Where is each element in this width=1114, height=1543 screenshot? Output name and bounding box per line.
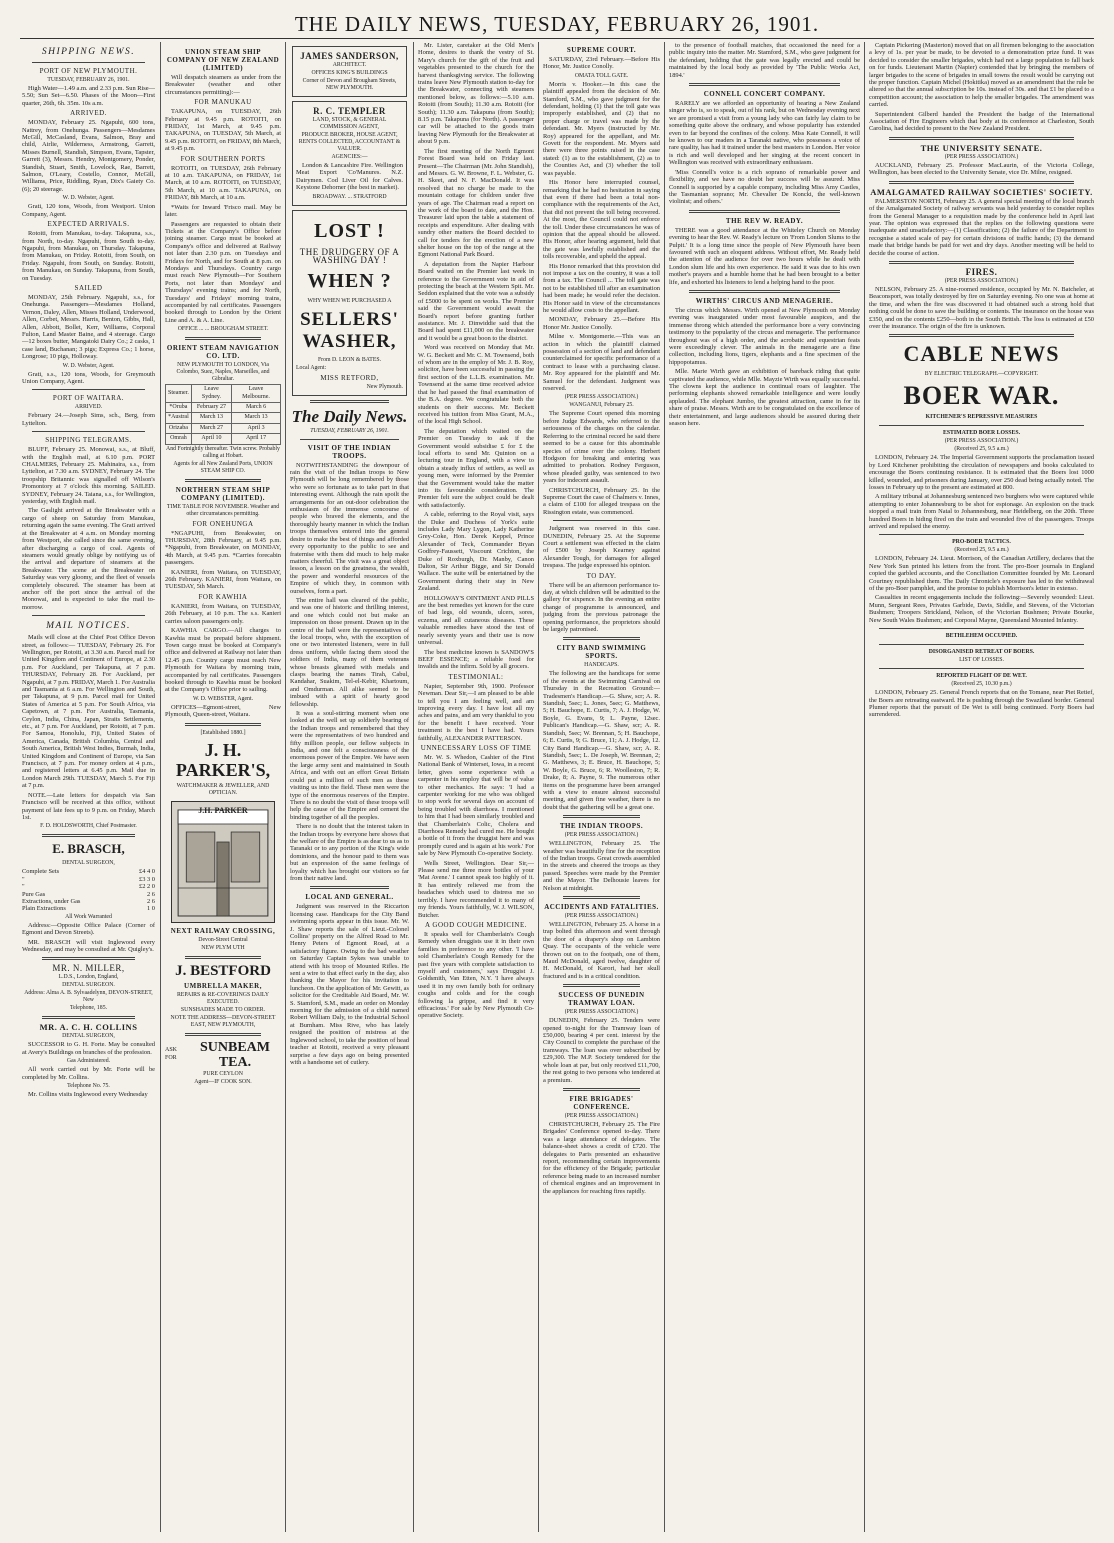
column-rule — [413, 42, 414, 1532]
column-rule — [285, 42, 286, 1532]
dewet-heading: REPORTED FLIGHT OF DE WET. — [936, 673, 1027, 680]
senate-sub: (PER PRESS ASSOCIATION.) — [944, 153, 1019, 160]
visit-heading: VISIT OF THE INDIAN TROOPS. — [307, 443, 392, 460]
onehunga-heading: FOR ONEHUNGA — [192, 519, 254, 528]
column-rule — [538, 42, 539, 1532]
orient-table-cell: Orizaba — [166, 423, 192, 433]
miller-name: MR. N. MILLER, — [52, 963, 125, 974]
collins-name: MR. A. C. H. COLLINS — [39, 1022, 138, 1033]
visit-paragraph-4: There is no doubt that the interest taken in the Indian troops by everyone here shows that the welfare of the Empire is as dear to us as to Taranaki or to any portion of the King's wide dominions, and the honour paid to them was but an expression of the same feelings of loyalty which has brought our visitors so far from their native land. — [290, 823, 409, 882]
disorganised-heading: DISORGANISED RETREAT OF BOERS. — [928, 649, 1035, 656]
sanderson-office: OFFICES KING'S BUILDINGS — [311, 70, 388, 76]
judgment-text: Judgment was reserved in this case. DUNEDIN, February 25. At the Supreme Court a settlement was effected in the claim of £500 by Joseph Kearney against Alexander Tough, for damages for alleged trespass. The judge expressed his opinion. — [543, 525, 660, 570]
miller-address: Address: Alma A. B. Sylvaadelynn, DEVON-STREET, New — [24, 990, 153, 1004]
monday-heading: MONDAY, February 25.—Before His Honor Mr. Justice Conolly. — [543, 316, 660, 331]
miller-title: DENTAL SURGEON. — [62, 982, 115, 989]
unnecessary-text: Mr. W. S. Whedon, Cashier of the First National Bank of Winterset, Iowa, in a recent letter, gives some experience with a carpenter in his employ that will be of value to other mechanics. He says: 'I had a carpenter working for me who was obliged to stop work for several days on account of being troubled with diarrhoea. I mentioned to him that I had been similarly troubled and that Chamberlain's Colic, Cholera and Diarrhoea Remedy had cured me. He bought a bottle of it from the druggist here and was promptly cured and is again at his work.' For sale by New Plymouth Co-operative Society. — [418, 753, 534, 858]
collins-work: All work carried out by Mr. Forte will be completed by Mr. Collins. — [22, 1066, 155, 1081]
railway-heading: AMALGAMATED RAILWAY SOCIETIES' SOCIETY. — [870, 186, 1093, 197]
brasch-price-row — [22, 891, 155, 898]
parker-shopfront-illustration — [171, 801, 275, 923]
wanganui-label: (PER PRESS ASSOCIATION.) — [564, 394, 639, 401]
brasch-price-value: 2 6 — [147, 897, 155, 905]
sunbeam-agent: Agent—IF COOK SON. — [194, 1078, 252, 1085]
orient-table — [165, 384, 281, 444]
dewet-text: LONDON, February 25. General French reports that on the Tomane, near Piet Retief, the Boers are retreating eastward. He is pushing through the Swaziland border. General Plumer reports that the pursuit of De Wet is still being continued. Forty Boers had surrendered. — [869, 689, 1094, 719]
brasch-price-value: £2 2 0 — [139, 883, 155, 891]
column-rule — [864, 42, 865, 1532]
court-heading: SUPREME COURT. — [566, 46, 637, 54]
dunedin-text: DUNEDIN, February 25. Tenders were opened to-night for the Tramway loan of £50,000, bearing 4 per cent. interest by the City Council to complete the purchase of the tramways. The loan was over subscribed by £29,300. The M.P. Society tendered for the whole loan at par, but only received £11,700, the rest going to two persons who tendered at a premium. — [543, 1017, 660, 1084]
templer-location: BROADWAY. ... STRATFORD — [312, 193, 387, 200]
orient-table-cell: *Austral — [166, 413, 192, 423]
band-heading: CITY BAND SWIMMING SPORTS. — [556, 644, 647, 661]
orient-table-cell: April 17 — [232, 434, 281, 444]
northern-heading: NORTHERN STEAM SHIP COMPANY (LIMITED). — [175, 485, 271, 502]
parker-next: NEXT RAILWAY CROSSING, — [170, 926, 276, 935]
holloway-text: HOLLOWAY'S OINTMENT AND PILLS are the best remedies yet known for the cure of bad legs, old wounds, ulcers, sores, eczema, and all cutaneous diseases. These valuable remedies have stood the test of nearly seventy years and their use is now universal. — [418, 594, 534, 647]
sellers-city: New Plymouth. — [366, 383, 403, 390]
column-steamers — [165, 42, 281, 1532]
parker-city: NEW PLYM UTH — [201, 944, 245, 951]
templer-name: R. C. TEMPLER — [313, 106, 386, 116]
port-heading: PORT OF NEW PLYMOUTH. — [39, 67, 138, 75]
fire-sub: (PER PRESS ASSOCIATION.) — [564, 1112, 639, 1119]
onehunga-text: *NGAPUHI, from Breakwater, on THURSDAY, 28th February, at 9.45 p.m. *Ngapuhi, from Breakwater, on MONDAY, 4th March, at 9.45 p.m. *Carries forecabin passengers. — [165, 529, 281, 567]
ready-text: THERE was a good attendance at the Whiteley Church on Monday evening to hear the Rev. W. Ready's lecture on 'From London Slums to the Pulpit.' It is a long time since the people of New Plymouth have been favoured with such an eloquent address. Without effort, Mr. Ready held the attention of the audience for over two hours while he dealt with London slum life and his own experience. He said it was due to his own mother's prayers and a humble home that he had been brought to a better life, and exhorted his listeners to lend a helping hand to the poor. — [669, 226, 860, 286]
brasch-price-label: Pure Gas — [22, 890, 46, 898]
band-sub: HANDICAPS. — [584, 662, 619, 669]
word-text: Word was received on Monday that Mr. W. G. Beckett and Mr. C. M. Townsend, both of whom are in the employ of Mr. J. B. Roy, solicitor, have been successful in passing the first section of the L.L.B. examination. Mr. Townsend at the same time received advice that he had passed the final examination of the B.A. degree. We congratulate both the students on their success. Mr. Beckett received his tuition from Miss Grant, M.A., of the local High School. — [418, 344, 534, 426]
brasch-address: Address:—Opposite Office Palace (Corner of Egmont and Devon Streets). — [22, 921, 155, 937]
daily-news-title: The Daily News. — [291, 406, 408, 426]
military-text: A military tribunal at Johannesburg sentenced two burghers who were captured while attempting to enter Johannesburg to be shot for espionage. An explosion on the track stopped a mail train from Natal to Johannesburg, near Heidelberg, on the 20th. Three hundred Boers in hiding fired on the train and wounded five of the passengers. Troops arrived and repulsed the enemy. — [869, 493, 1094, 531]
parker-title: WATCHMAKER & JEWELLER, AND OPTICIAN. — [176, 782, 270, 796]
casualties-text: Casualties in recent engagements include the following:—Severely wounded: Lieut. Munn, Sergeant Rees, Privates Garbide, Davis, Siddle, and Stevens, of the Victorian Bushmen; Troopers Strickland, Nelson, of the Victorian Bushmen; Private Bourke, New South Wales Bushmen; and Corporal Mayne, Queensland Mounted Infantry. — [869, 594, 1094, 624]
kawhia-text: KANIERI, from Waitara, on TUESDAY, 26th February, at 10 p.m. The s.s. Kanieri carries saloon passengers only. — [165, 602, 281, 625]
lister-text: Mr. Lister, caretaker at the Old Men's Home, desires to thank the vestry of St. Mary's church for the gift of the fruit and vegetables presented to the church for the harvest thanksgiving service. The following trains leave New Plymouth station to-day for the Breakwater, connecting with steamers mentioned below, as follows:—5.10 a.m. Rotoiti (from South); 11.30 a.m. Rotoiti (for South); 11.30 a.m. Takapuna (from South); 8.15 p.m. Takapuna (for North). A passenger car will be attached to the goods train leaving New Plymouth for the Breakwater at about 9 p.m. — [418, 42, 534, 146]
southern-text: ROTOITI, on TUESDAY, 26th February at 10 a.m. TAKAPUNA, on FRIDAY, 1st March, at 10 a.m. ROTOITI, on TUESDAY, 5th March, at 10 a.m. TAKAPUNA, on FRIDAY, 8th March, at 10 a.m. — [165, 164, 281, 202]
parker-address: Devon-Street Central — [198, 936, 248, 943]
templer-agencies: AGENCIES:— — [331, 154, 368, 160]
bestford-sunshades: SUNSHADES MADE TO ORDER. — [180, 1006, 266, 1013]
bestford-address: NOTE THE ADDRESS—DEVON-STREET EAST, NEW PLYMOUTH, — [170, 1014, 276, 1028]
orient-table-cell: March 27 — [191, 423, 231, 433]
monday-text: Milne v. Montgomerie.—This was an action in which the plaintiff claimed possession of a section of land and defendant counterclaimed for specific performance of a contract to lease with a purchasing clause. Mr. Roy appeared for the plaintiff and Mr. Samuel for the defendant. Judgment was reserved. — [543, 333, 660, 393]
boer-war-heading: BOER WAR. — [903, 381, 1060, 411]
brasch-price-row — [22, 876, 155, 883]
kawhia-heading: FOR KAWHIA — [198, 592, 248, 601]
visit-paragraph-3: It was a soul-stirring moment when one looked at the well set up soldierly bearing of the Indian troops and remembered that they were the representatives of two hundred and fifty million people, our fellow subjects in India, and one felt a consciousness of the enormous power of the Empire. We have seen the large army sent and maintained in South Africa, and with out an effort Great Britain could put a million of such men as these visiting us into the field. These men were the type of the enormous reserves of the Empire. There is no doubt the visit of these troops will help the cause of the Empire and cement the binding together of all the peoples. — [290, 710, 409, 821]
cable-news-sub: BY ELECTRIC TELEGRAPH.—COPYRIGHT. — [924, 371, 1039, 378]
sellers-from: From D. LEON & BATES. — [317, 356, 382, 363]
list-heading: LIST OF LOSSES. — [959, 657, 1004, 664]
losses-label: (PER PRESS ASSOCIATION.) — [944, 438, 1019, 445]
orient-table-cell: *Oruba — [166, 403, 192, 413]
miller-qual: L.D.S., London, England, — [58, 974, 119, 981]
brasch-price-label: " — [22, 875, 25, 883]
orient-heading: ORIENT STEAM NAVIGATION CO. LTD. — [166, 344, 280, 361]
sanderson-address: Corner of Devon and Brougham Streets, NEW PLYMOUTH. — [302, 78, 397, 91]
brasch-title: DENTAL SURGEON, — [62, 860, 115, 867]
indian-heading: THE INDIAN TROOPS. — [559, 822, 644, 831]
orient-table-row — [166, 423, 281, 433]
senate-text: AUCKLAND, February 25. Professor MacLaurin, of the Victoria College, Wellington, has been elected to the University Senate, vice Dr. Milne, resigned. — [869, 161, 1094, 177]
kawhia-cargo: KAWHIA CARGO.—All charges to Kawhia must be prepaid before shipment. Town cargo must be booked at Company's office and delivered at Railway not later than 12.45 p.m. Country cargo must reach New Plymouth for Waitara by morning train, accompanied by rail certificates. Passengers booked through to Kawhia must be booked at the Company's Office prior to sailing. — [165, 627, 281, 694]
webster-offices: OFFICES—Egmont-street, New Plymouth, Queen-street, Waitara. — [165, 703, 281, 719]
fire-text: CHRISTCHURCH, February 25. The Fire Brigades' Conference opened to-day. There was a large attendance of delegates. The balance-sheet shows a credit of £720. The delegates to Paris presented an exhaustive report, recommending certain improvements for the efficiency of the Brigade; particular reference being made to an increased number of chemical engines and an improvement in the appliances for reaching fires rapidly. — [543, 1120, 660, 1195]
sailed-agent: W. D. Webster, Agent. — [62, 362, 115, 369]
mail-sign: F. D. HOLDSWORTH, Chief Postmaster. — [40, 823, 137, 830]
telegrams-heading: SHIPPING TELEGRAMS. — [45, 436, 132, 445]
dunedin-heading: SUCCESS OF DUNEDIN TRAMWAY LOAN. — [558, 991, 645, 1008]
connell-heading: CONNELL CONCERT COMPANY. — [703, 90, 826, 99]
losses-text: LONDON, February 24. The Imperial Government supports the proclamation issued by Lord Kitchener prohibiting the circulation of newspapers and books calculated to encourage the Boers continuing resistance. It is estimated that the Boers lost 1000 killed, wounded, and prisoners during January, over 250 dead being actually noted. The losses in February up to the present are estimated at 800. — [869, 454, 1094, 491]
fires-heading: FIRES. — [965, 266, 998, 277]
losses-received: (Received 25, 9.5 a.m.) — [954, 446, 1009, 453]
sanderson-advert — [292, 46, 407, 97]
column-court — [543, 42, 660, 1532]
orient-table-header: Leave Melbourne. — [232, 385, 281, 403]
brasch-price-list — [22, 868, 155, 912]
omata-text-3: His Honor remarked that this provision did not impose a tax on the country, it was a toll from a tax. The Council ... The toll gate was not to be established till after an examination had been made; he would refer the decision. His Honor said in view of the circumstances he would allow costs to the appellant. — [543, 262, 660, 314]
daily-news-date: TUESDAY, FEBRUARY 26, 1901. — [310, 427, 389, 434]
column-local-general — [418, 42, 534, 1532]
orient-table-row — [166, 434, 281, 444]
omata-text-2: His Honor here interrupted counsel, remarking that he had no hesitation in saying that even if there had been a total non-compliance with the requirements of the Act, that did not prevent the toll being recovered. At the most, the Council could not enforce the toll. Under these circumstances he was of opinion that the appeal should be allowed. His Honor, after hearing argument, held that the gate was lawfully established and the tolls recoverable, and upheld the appeal. — [543, 179, 660, 261]
brasch-price-label: Extractions, under Gas — [22, 897, 81, 905]
miller-telephone: Telephone, 185. — [69, 1005, 108, 1012]
union-office: OFFICE ... ... BROUGHAM STREET. — [177, 326, 269, 333]
templer-text: PRODUCE BROKER, HOUSE AGENT, RENTS COLLECTED, ACCOUNTANT & VALUER. — [298, 132, 401, 152]
templer-agency-list: London & Lancashire Fire. Wellington Meat Export 'Co'Manures. N.Z. Dairymen. Cod Liver Oil for Calves. Keystone Dehorner (the best in market). — [296, 162, 403, 192]
orient-table-row — [166, 403, 281, 413]
accidents-sub: (PER PRESS ASSOCIATION.) — [564, 913, 639, 919]
column-advertisements-editorial — [290, 42, 409, 1532]
northern-sub: TIME TABLE FOR NOVEMBER. Weather and other circumstances permitting. — [166, 503, 280, 517]
union-heading: UNION STEAM SHIP COMPANY OF NEW ZEALAND (LIMITED) — [166, 48, 280, 72]
court-date: SATURDAY, 23rd February.—Before His Honor, Mr. Justice Conolly. — [543, 56, 660, 71]
established-note: [Established 1880.] — [200, 729, 246, 736]
sailed-heading: SAILED — [74, 283, 103, 292]
bestford-repairs: REPAIRS & RE-COVERINGS DAILY EXECUTED. — [176, 991, 270, 1005]
union-intro: Will despatch steamers as under from the Breakwater (weather and other circumstances permitting):— — [165, 74, 281, 96]
orient-sub: NEW PLYMOUTH TO LONDON, Via Colombo, Suez, Naples, Marseilles, and Gibraltar. — [176, 362, 270, 383]
collins-telephone: Telephone No. 75. — [67, 1083, 110, 1089]
bestford-title: UMBRELLA MAKER, — [184, 981, 262, 990]
passengers-text: Passengers are requested to obtain their Tickets at the Company's Office before joining steamer. Cargo must be booked at Company's office and delivered at Railway not later than 2.30 p.m. on Tuesdays and Fridays for North, and for South at 8 p.m. on Mondays and Thursdays. Country cargo must reach New Plymouth—For Southern Ports, not later than Mondays' and Thursdays' evening trains; and for North, Tuesdays' and Fridays' morning trains, accompanied by rail certificates. Passengers booked through to London by the Orient Line and A. & A. Line. — [165, 220, 281, 324]
bethlehem-heading: BETHLEHEM OCCUPIED. — [945, 633, 1018, 640]
tides-text: High Water—1.49 a.m. and 2.33 p.m. Sun Rise—5.50; Sun Set—6.50. Phases of the Moon—First quarter, 26th, 6h. 35m. 10s a.m. — [22, 85, 155, 107]
brasch-price-label: " — [22, 883, 25, 891]
waitara-text: February 24.—Joseph Sims, sch., Berg, from Lyttelton. — [22, 412, 155, 427]
omata-text: Morris v. Hooker.—In this case the plaintiff appealed from the decision of Mr. Stamford, S.M., who gave judgment for the defendant, holding (1) that the toll gate was improperly established, and (2) that no proper charge or travel was made by the defendant. Mr. Myers (instructed by Mr. Roy) appeared for the appellant, and Mr. Govett for the respondent. Mr. Myers said there were three points raised in the case stated: (1) as to the establishment, (2) as to the Counties Act, and (3) whether the toll was payable. — [543, 80, 660, 177]
visit-paragraph-2: The entire hall was cleared of the public, and was one of historic and thrilling interest, and one which could not but make an impression on those present. Drawn up in the centre of the hall were the representatives of the local troops, who, with the exception of one or two interested listeners, were in full dress uniform, while facing them stood the soldiers of India, many of them veterans whose breasts gleamed with medals and clasps bearing the names Tirah, Cabul, Kandahar, Suakim, Tel-el-Kebir, Khartoum, and Omdurman. All alike seemed to be imbued with a spirit of hearty good fellowship. — [290, 596, 409, 708]
brasch-visits: MR. BRASCH will visit Inglewood every Wednesday, and may be consulted at Mr. Quigley's. — [22, 938, 155, 953]
column-entertainment — [669, 42, 860, 1532]
collins-visit: Mr. Collins visits Inglewood every Wednesday — [28, 1091, 148, 1098]
column-cable-news — [869, 42, 1094, 1532]
proboer-received: (Received 25, 9.5 a.m.) — [954, 547, 1009, 554]
collins-title: DENTAL SURGEON, — [62, 1033, 115, 1040]
omata-heading: OMATA TOLL GATE. — [574, 72, 629, 79]
cough-heading: A GOOD COUGH MEDICINE. — [425, 920, 527, 929]
orient-table-cell: March 6 — [232, 403, 281, 413]
templer-title: LAND, STOCK, & GENERAL COMMISSION AGENT, — [312, 117, 387, 130]
parker-sign: J.H. PARKER — [198, 805, 248, 815]
unnecessary-heading: UNNECESSARY LOSS OF TIME — [420, 743, 532, 752]
orient-table-cell: March 13 — [232, 413, 281, 423]
sailed-text: MONDAY, 25th February. Ngapuhi, s.s., for Onehunga. Passengers—Mesdames Holland, Vernon, Daley, Allen, Misses Holland, Underwood, Allen, Corbet, Messrs. Harris, Benton, Gibbs, Hall, Allen, Abbott, Bollet, Kerr, Williams, Corporal Fulton, Land Master Baine, and 4 steerage. Cargo—12 boxes butter, Mangatoki Dairy Co.; 2 casks, 1 case land, Buchanan; 3 pigs; Express Co.; 1 horse, Longrose; 10 pigs, Holloway. — [22, 293, 155, 361]
local-text: Judgment was reserved in the Riccarton licensing case. Handicaps for the City Band swimming sports appear in this issue. Mr. W. J. Shaw reports the sale of Lieut.-Colonel Collins' property on the Alfred Road to Mr. Henry Peters of Egmont Road, at a satisfactory figure. Owing to the bad weather on Saturday Captain Sykes was unable to attend with his troop of Mounted Rifles. He sent a wire to that effect early in the day, also thanking the Mayor for his invitation to luncheon. On the application of Mr. Gewitt, as solicitor for the Creditable Aid Board, Mr. W. S. Stamford, S.M., made an order on Monday morning for the admission of a child named Robert William Daly, to the Industrial School at Burnham. Miss Rive, who has lately resigned the position of mistress at the Inglewood school, to take the position of head teacher at Rotoiti, received a very pleasant surprise a few days ago on being presented with a handsome set of cutlery. — [290, 903, 409, 1066]
kanieri-text: KANIERI, from Waitara, on TUESDAY, 26th February. KANIERI, from Waitara, on TUESDAY, 5th March. — [165, 568, 281, 591]
indian-text: WELLINGTON, February 25. The weather was beautifully fine for the reception of the Indian troops. Great crowds assembled in the streets and cheered the troops as they passed. Speeches were made by the Premier and the Mayor. The Delhousie leaves for Nelson at midnight. — [543, 840, 660, 892]
brasch-price-value: £4 4 0 — [139, 868, 155, 876]
collins-gas: Gas Administered. — [66, 1058, 111, 1065]
bestford-name: J. BESTFORD — [175, 962, 271, 979]
wanganui-text: The Supreme Court opened this morning before Judge Edwards, who referred to the seriousness of the charges on the calendar. Referring to the criminal record he said there seemed to be a cause for this abominable species of crime over the colony. Herbert Hodgson for breaking and entering was admitted to probation. Rodney Ferguson, whose pleaded guilty, was sentenced to two years for indecent assault. — [543, 410, 660, 485]
port-date: TUESDAY, FEBRUARY 26, 1901. — [47, 77, 130, 83]
fires-text: NELSON, February 25. A nine-roomed residence, occupied by Mr. N. Batcheler, at Beaconsport, was totally destroyed by fire on Saturday evening. No one was at home at the time, and when the fire was discovered it had obtained such a strong hold that nothing could be done to save the building or contents. The insurance on the house was £350, and on the contents £250—both in the South British. The loss is estimated at £50 over the insurance. The origin of the fire is unknown. — [869, 285, 1094, 330]
royal-cable-text: A cable, referring to the Royal visit, says the Duke and Duchess of York's suite includes Lady Mary Lygon, Lady Katherine Grey-Coke, Hon. Derek Keppel, Prince Alexander of Teck, Commander Bryan Godfrey-Faussett, Viscount Crichton, the Duke of Roxburgh, Dr. Manby, Canon Dalton, Sir Arthur Bigge, and Sir Donald Wallace. The suite will be entertained by the Government during their stay in New Zealand. — [418, 511, 534, 593]
expected-text: Rotoiti, from Manukau, to-day. Takapuna, s.s., from North, to-day. Ngapuhi, from South to-day. Ngapuhi, from Manukau, on Thursday. Takapuna, from Manukau, on Friday. Rotoiti, from South, on Friday. Ngapuhi, from South, on Sunday. Rotoiti, from Manukau, on Sunday. Takapuna, from South, on Tuesday. — [22, 230, 155, 282]
fire-heading: FIRE BRIGADES' CONFERENCE. — [569, 1094, 634, 1111]
orient-table-cell: March 13 — [191, 413, 231, 423]
fires-sub: (PER PRESS ASSOCIATION.) — [944, 277, 1019, 284]
band-text: The following are the handicaps for some of the events at the Swimming Carnival on Thursday in the Recreation Ground:— Tradesmen's Handicap.—G. Shaw, scr; A. R. Standish, 5sec; L. Jones, 5sec; G. Matthews, 5; H. Bauchope, E. Curtis, 7; A. J. Hodge, W. Boyle, G. Evans, 9; L. Payne, 12sec. Publican's Handicap.—G. Shaw, scr; A. R. Standish, 5sec; W. Brennan, 5; H. Bauchope, 6; E. Curtis, 9; G. Bruce, 11; A. J. Hodge, 12. City Band Handicap.—G. Shaw, scr; A. R. Standish, 5sec; L. De Joseph, W. Brennan, 2; G. Matthews, 3; E. Bruce, H. Bauchope, 5; W. Boyle, G. Bruce, 6; R. Woolleston, 7; R. Drake, 8; A. Payne, 9. The numerous other items on the programme have been arranged with a view to ensure almost successful meeting, and given fine weather, there is no doubt that the gathering will be a great one. — [543, 670, 660, 811]
manukau-heading: FOR MANUKAU — [194, 98, 252, 107]
pickering-text: Captain Pickering (Masterton) moved that on all firemen belonging to the association a levy of 1s. per year be made, to be devoted to a demonstration prize fund. It was decided to consider the smaller brigades, which had not a large population to fall back on for funds. Lieutenant Martin (Napier) contended that by bringing the members of larger brigades to the scene of brigades in small towns the result would be carrying out the proper function. Captain Michel (Hokitika) moved as an amendment that the rule be altered so that the annual subscription be 10s. instead of 30s. and that £1 be placed to a competition account; the association to help the smaller brigades. The amendment was carried. — [869, 42, 1094, 109]
railway-text: PALMERSTON NORTH, February 25. A general special meeting of the local branch of the Amalgamated Society of railway servants was held yesterday to consider replies from the General Manager to a requisition made by the conference held in April last year. The opinion was expressed that the replies on the following questions were inadequate and unsatisfactory:—(1) Classification; (2) the failure of the Department to recognise a stated scale of pay for certain divisions of traffic hands; (3) the demand made that bridge hands be paid for wet and dry days. Another meeting will be held to decide the course of action. — [869, 197, 1094, 257]
orient-note: And Fortnightly thereafter. Twin screw. Probably calling at Hobart. — [166, 445, 280, 459]
forest-text: The first meeting of the North Egmont Forest Board was held on Friday last. Present—The Chairman (Mr. John Standish), and Messrs. G. W. Browne, F. L. Webster, G. H. Skeet, and N. F. MacDonald. It was resolved that no charge be made to the mountain cottage for children under five years of age. The Chairman read a report on the work of the board to date, and the Hon. Treasurer laid upon the table a statement of receipts and expenditure. After dealing with sundry other matters the Board decided to call for tenders for the erection of a new shelter house on the top of the range at the Egmont National Park Board. — [418, 147, 534, 259]
collins-text: SUCCESSOR to G. H. Forte. May be consulted at Avery's Buildings on branches of the profession. — [22, 1041, 155, 1056]
sellers-agent-label: Local Agent: — [296, 364, 327, 371]
mail-note: NOTE.—Late letters for despatch via San Francisco will be received at this office, without payment of late fees up to 9 p.m. on Friday, March 1st. — [22, 791, 155, 821]
local-heading: LOCAL AND GENERAL. — [305, 893, 394, 902]
brasch-price-value: 1 0 — [147, 905, 155, 913]
ready-heading: THE REV W. READY. — [725, 216, 804, 225]
expected-heading: EXPECTED ARRIVALS. — [47, 220, 130, 229]
orient-table-cell: April 10 — [191, 434, 231, 444]
losses-heading: ESTIMATED BOER LOSSES. — [942, 430, 1021, 437]
column-rule — [160, 42, 161, 1532]
sellers-washer: SELLERS' WASHER, — [300, 308, 399, 352]
waitara-arrived: ARRIVED. — [74, 404, 103, 411]
orient-table-header: Steamer. — [166, 385, 192, 403]
brasch-price-value: £3 3 0 — [139, 875, 155, 883]
today-heading: TO DAY. — [586, 571, 617, 580]
parker-name: J. H. PARKER'S, — [175, 739, 271, 780]
lost-heading: LOST ! — [314, 219, 385, 242]
orient-table-header: Leave Sydney. — [191, 385, 231, 403]
proboer-heading: PRO-BOER TACTICS. — [952, 539, 1011, 546]
southern-note: *Waits for Inward 'Frisco mail. May be later. — [165, 203, 281, 219]
football-text: to the presence of football matches, that occasioned the need for a public inquiry into the matter. Mr. Stamford, S.M., who gave judgment for the defendant, holding that the gate was legally erected and could be maintained by the local body as provided by 'The Public Works Act, 1894.' — [669, 42, 860, 79]
arrived-text: MONDAY, February 25. Ngapuhi, 600 tons, Nattrey, from Onehunga. Passengers—Mesdames McGill, McCasland, Evans, Salmon, Bray and child, Airlie, Wilderness, Armstrong, Garrett, Misses Burnell, Standish, Simpson, Evans, Tapster, Garrett (3), Messrs. Hendry, Montgomery, Ponder, Standish, Stuart, Smith, Lovelock, Rae, Barrett, Salmon, O'Leary, Costello, Connor, McGill, Williams, Price, Riddling, Ryan, Dix's Gaiety Co. (6); 20 steerage. — [22, 119, 155, 193]
shopfront-icon — [172, 802, 274, 922]
manukau-text: TAKAPUNA, on TUESDAY, 26th February at 9.45 p.m. ROTOITI, on FRIDAY, 1st March, at 9.45 p.m. TAKAPUNA, on TUESDAY, 5th March, at 9.45 p.m. ROTOITI, on FRIDAY, 8th March, at 9.45 p.m. — [165, 108, 281, 153]
sailed-grati: Grati, s.s., 120 tons, Woods, for Greymouth Union Company, Agent. — [22, 370, 155, 385]
accidents-text: WELLINGTON, February 25. A horse in a trap bolted this afternoon and went through the door of a drapery's shop on Lambton Quay. The occupants of the vehicle were thrown out on to the footpath, one of them, Maud McDonald, aged twelve, daughter of H. McDonald, of Karori, had her skull fractured and is in a critical condition. — [543, 921, 660, 980]
orient-table-cell: February 27 — [191, 403, 231, 413]
brasch-price-label: Complete Sets — [22, 868, 60, 876]
arrived-heading: ARRIVED. — [70, 109, 107, 118]
sellers-agent-name: MISS RETFORD, — [320, 373, 379, 382]
orient-agents: Agents for all New Zealand Ports, UNION STEAM SHIP CO. — [173, 460, 273, 474]
sanderson-name: JAMES SANDERSON, — [300, 51, 399, 61]
drudgery-text: THE DRUDGERY OF A WASHING DAY ! — [299, 246, 400, 265]
senate-heading: THE UNIVERSITY SENATE. — [920, 142, 1043, 153]
superintendent-text: Superintendent Gilberd handed the President the badge of the International Association of Fire Engineers which that body at its conference at Charleston, South Carolina, had decided to present to the New Zealand President. — [869, 110, 1094, 133]
brasch-name: E. BRASCH, — [52, 841, 125, 857]
why-text: WHY WHEN WE PURCHASED A — [307, 297, 392, 304]
accidents-heading: ACCIDENTS AND FATALITIES. — [544, 903, 659, 911]
telegrams-text: BLUFF, February 25. Monowai, s.s., at Bluff, with the English mail, at 6.10 p.m. PORT CHALMERS, February 25. Mahinaira, s.s., from Lyttelton, at 7.30 a.m. SYDNEY, February 24. The troopship Britannic was signalled off Wilson's Promontory at 7 o'clock this morning. SAILED. SYDNEY, February 24. Taiana, s.s., for Wellington, yesterday, with English mail. — [22, 446, 155, 506]
sellers-washer-advert — [292, 210, 407, 396]
column-shipping — [22, 42, 155, 1532]
mail-text: Mails will close at the Chief Post Office Devon street, as follows:— TUESDAY, February 26. For Wellington, per Rotoiti, at 3.30 a.m. Parcel mail for United Kingdom and Continent of Europe, at 2.30 p.m. For Auckland, per Takapuna, at 7 p.m. THURSDAY, February 28. For Auckland, per Ngapuhi, at 7 p.m. FRIDAY, March 1. For Australia and Tasmania at 6 a.m. For Wellington and South, per Takapuna, at 9 p.m. Parcel mail for United States of America at 5 p.m. For South Africa, via Capetown, at 7 p.m. For Australia, Tasmania, Ceylon, India, China, Japan, Straits Settlements, etc., at 7 p.m. For Auckland, per Rotoiti, at 7 p.m. For Samoa, Honolulu, Fiji, United States of America, Canada, British Columbia, Central and South America, British West Indies, Burmah, India, United Kingdom and Continent of Europe, via San Francisco, at 7 p.m. For money orders at 4 p.m., and registered letters at 6.45 p.m. Mail due in London March 29th. TUESDAY, March 5. For Fiji at 7 p.m. — [22, 634, 155, 790]
wirths-text: The circus which Messrs. Wirth opened at New Plymouth on Monday evening was inaugurated under most favourable auspices, and the immense throng which attended the performance bore a very convincing testimony to the popularity of the circus and menagerie. The performance throughout was of a high order, and the acrobatic and equestrian feats were exceedingly clever. The animals in the menagerie are a fine collection, including lions, tigers, elephants and a fine specimen of the hippopotamus. — [669, 306, 860, 366]
orient-table-cell: April 3 — [232, 423, 281, 433]
waitara-heading: PORT OF WAITARA. — [52, 394, 125, 403]
wanganui-date: WANGANUI, February 25. — [569, 402, 634, 409]
southern-heading: FOR SOUTHERN PORTS — [180, 154, 266, 163]
brasch-warranted: All Work Warranted — [65, 913, 112, 920]
sunbeam-pure: PURE CEYLON — [203, 1070, 243, 1077]
brasch-price-value: 2 6 — [147, 890, 155, 898]
sunbeam-advert — [165, 1040, 281, 1070]
orient-table-row — [166, 413, 281, 423]
sandow-text: The best medicine known is SANDOW'S BEEF ESSENCE; a reliable food for invalids and the infirm. Sold by all grocers. — [418, 648, 534, 671]
christchurch-text: CHRISTCHURCH, February 25. In the Supreme Court the case of Chalmers v. Innes, a claim of £100 for alleged trespass on the Rissington estate, was commenced. — [543, 486, 660, 516]
cable-news-heading: CABLE NEWS — [903, 341, 1060, 367]
templer-advert — [292, 101, 407, 206]
connell-text-2: 'Miss Connell's voice is a rich soprano of remarkable power and flexibility, and we have no doubt her success will be assured. Miss Connell is supported by a capable company, including Miss Amy Castles, the Tasmanian soprano; Mr. Chevalier De Koncki, the well-known violinist; and others.' — [669, 168, 860, 206]
brasch-price-row — [22, 905, 155, 912]
brasch-price-row — [22, 898, 155, 905]
dunedin-sub: (PER PRESS ASSOCIATION.) — [564, 1009, 639, 1016]
connell-text: RARELY are we afforded an opportunity of hearing a New Zealand singer who is, so to speak, out of his rank, but on Wednesday evening next we are promised a visit from a young lady who can fairly lay claim to be something quite above the ordinary, and whose popularity has extended even to far beyond the confines of the colony. Miss Kate Connell, it will be known to our readers in a Taranaki native, who possesses a voice of rare quality, has had it trained under the best masters in London. Her voice is rich and well developed and her singing at the recent concert in Wellington was received with extraordinary enthusiasm. — [669, 100, 860, 167]
wirths-text-2: Mlle. Marie Wirth gave an exhibition of bareback riding that quite captivated the audience, while Mlle. Mayzie Wirth was equally successful. The clowns kept the audience in continual roars of laughter. The performing elephants showed remarkable intelligence and were loudly applauded. The elephant Jumbo, the greatest attraction, came in for its share of praise. Messrs. Wirth are to be congratulated on the excellence of their entertainment, and large audiences should be assured during their season here. — [669, 368, 860, 428]
shipping-heading: SHIPPING NEWS. — [41, 47, 136, 57]
testimonial-heading: TESTIMONIAL: — [448, 672, 504, 681]
today-text: There will be an afternoon performance to-day, at which children will be admitted to the gallery for sixpence. In the evening an entire change of programme is announced, and judging from the previous patronage the opening performance, the proprietors should be largely patronised. — [543, 581, 660, 634]
gaslight-text: The Gaslight arrived at the Breakwater with a cargo of sheep on Saturday from Manukau, returning again the same evening. The Grati arrived at the Breakwater at 4 a.m. on Monday morning from Westport, she called since the same evening, after discharging a cargo of coal. Agents of steamers would greatly oblige by notifying us of the arrival and departure of steamers at the Breakwater. The scene at the Breakwater on Saturday was very gloomy, and the fleet of vessels completely obscured. The steamer has been at anchor off the port since the arrival of the Monowai, and is expected to take the mail to-morrow. — [22, 507, 155, 611]
orient-table-cell: Omrah — [166, 434, 192, 444]
webster-sign: W. D. WEBSTER, Agent. — [192, 695, 254, 702]
when-heading: WHEN ? — [307, 269, 392, 292]
sunbeam-name: SUNBEAM TEA. — [199, 1039, 270, 1070]
testimonial-text: Napier, September 9th, 1900. Professor Newman. Dear Sir,—I am pleased to be able to tell you I am feeling well, and am improving every day. I have lost all my aches and pains, and am very thankful to you for the benefit I have received. Your treatment is the best I have had. Yours faithfully, ALEXANDER PATTERSON. — [418, 682, 534, 742]
arrived-agent: W. D. Webster, Agent. — [62, 195, 115, 202]
sanderson-title: ARCHITECT. — [332, 62, 367, 68]
wells-text: Wells Street, Wellington. Dear Sir,—Please send me three more bottles of your 'Mat Avene.' I cannot speak too highly of it. It has entirely relieved me from the headaches which used to distress me so terribly. I have recommended it to many of my friends. Yours faithfully, W. J. WILSON, Butcher. — [418, 859, 534, 919]
dewet-received: (Received 25, 10.30 p.m.) — [951, 681, 1012, 688]
wirths-heading: WIRTHS' CIRCUS AND MENAGERIE. — [695, 296, 834, 305]
indian-sub: (PER PRESS ASSOCIATION.) — [564, 832, 639, 839]
boer-war-sub: KITCHENER'S REPRESSIVE MEASURES — [925, 414, 1038, 421]
visit-paragraph-1: NOTWITHSTANDING the downpour of rain the visit of the Indian troops to New Plymouth will be long remembered by those who were so fortunate as to take part in that interesting event. Although the rain spoilt the arrangements for an out-door celebration the enthusiasm of the immense concourse of people who braved the elements, and the thoroughly hearty manner in which the Indian troops themselves entered into the general desire to make the best of things and afforded every opportunity to the public to see and fraternise with them did much to help make matters cheerful. The visit was a great object lesson, a lesson on the greatness, the wealth, the power and wonderful resources of the Empire of which they, in common with ourselves, form a part. — [290, 461, 409, 595]
masthead: THE DAILY NEWS, TUESDAY, FEBRUARY 26, 1901. — [20, 12, 1094, 39]
proboer-text: LONDON, February 24. Lieut. Morrison, of the Canadian Artillery, declares that the New York Sun printed his letters from the front. The pro-Boer journals in England copied the garbled accounts, and the Conciliation Committee founded by Mr. Leonard Courtney republished them. The Daily Chronicle's exposure has led to the withdrawal of the pro-Boer pamphlet, and the promise to publish Morrison's letter in extenso. — [869, 555, 1094, 593]
brasch-price-row — [22, 868, 155, 875]
column-rule — [664, 42, 665, 1532]
cough-text: It speaks well for Chamberlain's Cough Remedy when druggists use it in their own families in preference to any other. 'I have sold Chamberlain's Cough Remedy for the past five years with complete satisfaction to myself and customers,' says Druggist J. Goldsmith, Van Etten, N.Y. 'I have always used it in my own family both for ordinary coughs and colds and for the cough following la grippe, and find it very efficacious.' For sale by New Plymouth Co-operative Society. — [418, 930, 534, 1020]
premier-text: The deputation which waited on the Premier on Tuesday to ask if the Government would subsidise £ for £ the local efforts to send Mr. Quinton on a lecturing tour in England, with a view to obtain a steady influx of settlers, as well as young men, were informed by the Premier that the Government would take the matter into its favourable consideration. The Premier felt sure the subject could be dealt with satisfactorily. — [418, 427, 534, 509]
arrived-grati: Grati, 120 tons, Woods, from Westport. Union Company, Agent. — [22, 203, 155, 218]
napier-text: A deputation from the Napier Harbour Board waited on the Premier last week in reference to the Government vote in aid of protecting the beach at the Western Spit. Mr. Seddon explained that the vote was a subsidy of £5000 to be spent on works. The Premier said the Government would await the Board's report before granting further assistance. Mr. J. Dinwiddie said that the Board had spent £11,000 on the breakwater and it would be a great boon to the district. — [418, 260, 534, 342]
brasch-price-row — [22, 883, 155, 890]
sunbeam-ask: ASK FOR — [165, 1047, 178, 1061]
mail-heading: MAIL NOTICES. — [46, 621, 131, 632]
brasch-price-label: Plain Extractions — [22, 905, 66, 913]
